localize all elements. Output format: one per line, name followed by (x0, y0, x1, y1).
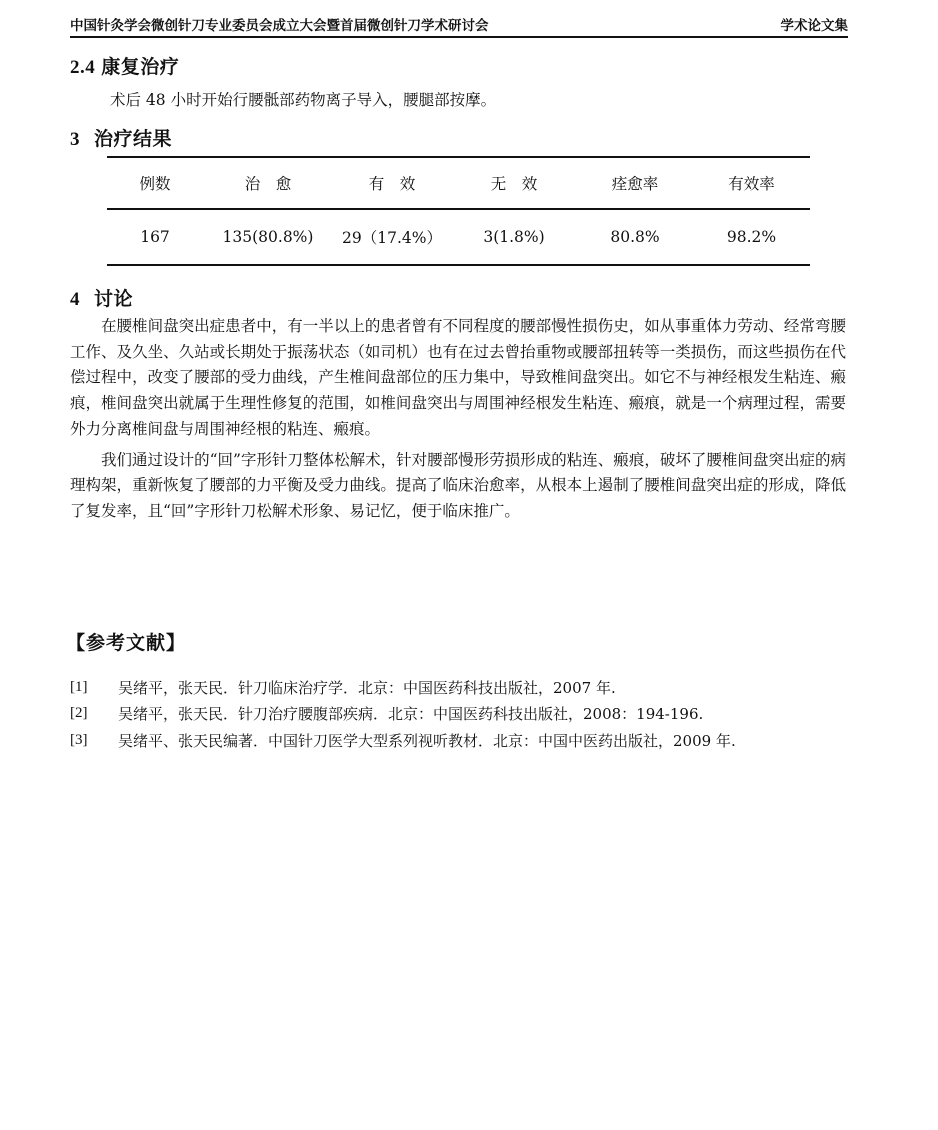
paragraph: 在腰椎间盘突出症患者中，有一半以上的患者曾有不同程度的腰部慢性损伤史，如从事重体力劳动、经常弯腰工作、及久坐、久站或长期处于振荡状态（如司机）也有在过去曾抬重物或腰部扭转等一类损伤，而这些损伤在代偿过程中，改变了腰部的受力曲线，产生椎间盘部位的压力集中，导致椎间盘突出。如它不与神经根发生粘连、瘢痕，椎间盘突出就属于生理性修复的范围，如椎间盘突出与周围神经根发生粘连、瘢痕，就是一个病理过程，需要外力分离椎间盘与周围神经根的粘连、瘢痕。 (70, 317, 846, 438)
section-3-heading (70, 124, 172, 151)
discussion-body (70, 314, 846, 530)
section-2-4-text: 术后 48 小时开始行腰骶部药物离子导入，腰腿部按摩。 (110, 91, 497, 109)
table-header-cell: 治 愈 (203, 157, 333, 209)
header-conference-title: 中国针灸学会微创针刀专业委员会成立大会暨首届微创针刀学术研讨会 (70, 18, 489, 34)
table-header-row (107, 157, 810, 209)
reference-item (70, 727, 850, 754)
reference-item (70, 674, 850, 701)
running-header (70, 14, 848, 38)
table-header-cell: 例数 (107, 157, 203, 209)
section-title: 康复治疗 (101, 56, 180, 78)
header-collection-title: 学术论文集 (780, 18, 848, 34)
section-number: 3 (70, 129, 80, 150)
paragraph: 我们通过设计的“回”字形针刀整体松解术，针对腰部慢形劳损形成的粘连、瘢痕，破坏了腰椎间盘突出症的病理构架，重新恢复了腰部的力平衡及受力曲线。提高了临床治愈率，从根本上遏制了腰椎间盘突出症的形成，降低了复发率，且“回”字形针刀松解术形象、易记忆，便于临床推广。 (70, 450, 846, 520)
section-2-4-heading (70, 52, 179, 79)
reference-number: [2] (70, 705, 88, 722)
reference-number: [1] (70, 678, 88, 695)
table-header-cell: 无 效 (451, 157, 577, 209)
table-cell: 167 (107, 209, 203, 265)
reference-item (70, 701, 850, 728)
section-title: 治疗结果 (94, 128, 173, 150)
reference-number: [3] (70, 731, 88, 748)
table-cell: 29（17.4%） (333, 209, 451, 265)
section-number: 2.4 (70, 57, 96, 78)
section-4-heading (70, 284, 133, 311)
table-row (107, 209, 810, 265)
section-number: 4 (70, 289, 80, 310)
reference-text: 吴绪平，张天民．针刀治疗腰腹部疾病．北京：中国医药科技出版社，2008：194-196. (118, 705, 704, 724)
table-header-cell: 有效率 (693, 157, 810, 209)
table-header-cell: 有 效 (333, 157, 451, 209)
table-cell: 98.2% (693, 209, 810, 265)
references-heading: 【参考文献】 (66, 632, 187, 654)
section-title: 讨论 (94, 288, 134, 310)
table-cell: 135(80.8%) (203, 209, 333, 265)
table-cell: 3(1.8%) (451, 209, 577, 265)
results-table (107, 156, 810, 266)
table-header-cell: 痊愈率 (577, 157, 693, 209)
table-cell: 80.8% (577, 209, 693, 265)
reference-text: 吴绪平、张天民编著．中国针刀医学大型系列视听教材．北京：中国中医药出版社，2009 年. (118, 731, 736, 750)
reference-text: 吴绪平，张天民．针刀临床治疗学．北京：中国医药科技出版社，2007 年. (118, 678, 616, 697)
reference-list (70, 674, 850, 754)
